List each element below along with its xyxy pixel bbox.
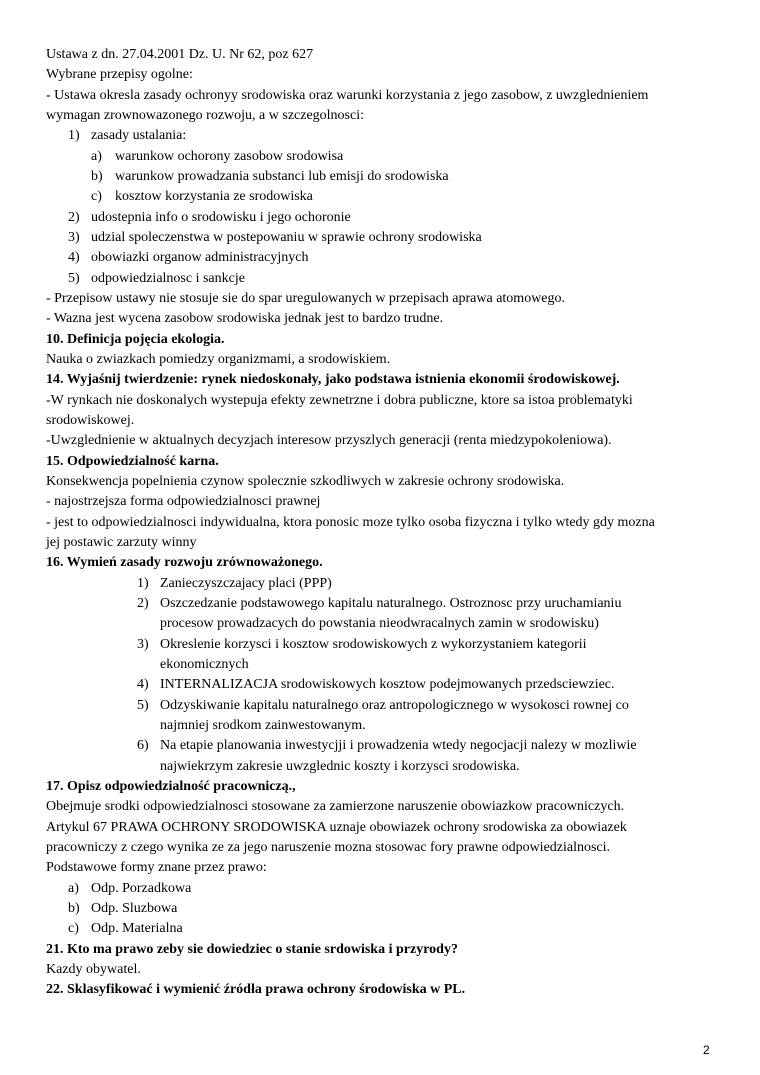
list-marker: 3) xyxy=(137,637,149,652)
list-marker: c) xyxy=(68,921,79,936)
list-marker: 5) xyxy=(137,698,149,713)
list-item: Okreslenie korzysci i kosztow srodowiskowych z wykorzystaniem kategorii xyxy=(160,637,587,652)
list-item: udostepnia info o srodowisku i jego ochoronie xyxy=(91,210,351,225)
list-marker: b) xyxy=(91,169,103,184)
list-item: warunkow ochorony zasobow srodowisa xyxy=(115,149,344,164)
answer-line: jej postawic zarzuty winny xyxy=(46,535,197,550)
list-item: Na etapie planowania inwestycjji i prowadzenia wtedy negocjacji nalezy w mozliwie xyxy=(160,738,637,753)
list-item: Odp. Materialna xyxy=(91,921,183,936)
answer-line: -Uwzglednienie w aktualnych decyzjach interesow przyszlych generacji (renta miedzypokoleniowa). xyxy=(46,433,612,448)
list-item-continuation: najwiekrzym zakresie uwzglednic koszty i korzysci srodowiska. xyxy=(160,759,520,774)
answer-line: - jest to odpowiedzialnosci indywidualna, ktora ponosic moze tylko osoba fizyczna i tylko wtedy gdy mozna xyxy=(46,515,655,530)
answer-line: Obejmuje srodki odpowiedzialnosci stosowane za zamierzone naruszenie obowiazkow pracowniczych. xyxy=(46,799,625,814)
list-item: Oszczedzanie podstawowego kapitalu naturalnego. Ostroznosc przy uruchamianiu xyxy=(160,596,622,611)
list-item: kosztow korzystania ze srodowiska xyxy=(115,189,313,204)
question-heading: 16. Wymień zasady rozwoju zrównoważonego. xyxy=(46,555,323,570)
list-item: udzial spoleczenstwa w postepowaniu w sprawie ochrony srodowiska xyxy=(91,230,482,245)
list-item: INTERNALIZACJA srodowiskowych kosztow podejmowanych przedsciewziec. xyxy=(160,677,615,692)
list-marker: a) xyxy=(91,149,102,164)
list-item: Odp. Porzadkowa xyxy=(91,881,192,896)
list-marker: 4) xyxy=(68,250,80,265)
answer-line: srodowiskowej. xyxy=(46,413,135,428)
answer-line: Konsekwencja popelnienia czynow spolecznie szkodliwych w zakresie ochrony srodowiska. xyxy=(46,474,565,489)
list-marker: c) xyxy=(91,189,102,204)
list-marker: 4) xyxy=(137,677,149,692)
list-item: zasady ustalania: xyxy=(91,128,187,143)
answer-line: Podstawowe formy znane przez prawo: xyxy=(46,860,267,875)
list-marker: 3) xyxy=(68,230,80,245)
list-marker: 1) xyxy=(137,576,149,591)
list-item-continuation: ekonomicznych xyxy=(160,657,249,672)
question-heading: 15. Odpowiedzialność karna. xyxy=(46,454,219,469)
list-item: obowiazki organow administracyjnych xyxy=(91,250,309,265)
answer-line: Artykul 67 PRAWA OCHRONY SRODOWISKA uznaje obowiazek ochrony srodowiska za obowiazek xyxy=(46,820,627,835)
answer-line: - najostrzejsza forma odpowiedzialnosci prawnej xyxy=(46,494,321,509)
list-item: Odzyskiwanie kapitalu naturalnego oraz antropologicznego w wysokosci rownej co xyxy=(160,698,629,713)
list-marker: a) xyxy=(68,881,79,896)
list-item: Odp. Sluzbowa xyxy=(91,901,178,916)
question-heading: 21. Kto ma prawo zeby sie dowiedziec o stanie srdowiska i przyrody? xyxy=(46,942,458,957)
list-marker: 2) xyxy=(68,210,80,225)
note-line: - Przepisow ustawy nie stosuje sie do spar uregulowanych w przepisach aprawa atomowego. xyxy=(46,291,566,306)
note-line: - Wazna jest wycena zasobow srodowiska jednak jest to bardzo trudne. xyxy=(46,311,444,326)
paragraph-line: wymagan zrownowazonego rozwoju, a w szczegolnosci: xyxy=(46,108,365,123)
answer-line: Nauka o zwiazkach pomiedzy organizmami, a srodowiskiem. xyxy=(46,352,391,367)
law-citation: Ustawa z dn. 27.04.2001 Dz. U. Nr 62, poz 627 xyxy=(46,47,314,62)
question-heading: 22. Sklasyfikować i wymienić źródła prawa ochrony środowiska w PL. xyxy=(46,982,466,997)
list-marker: 2) xyxy=(137,596,149,611)
list-item: warunkow prowadzania substanci lub emisji do srodowiska xyxy=(115,169,449,184)
question-heading: 17. Opisz odpowiedzialność pracowniczą., xyxy=(46,779,296,794)
list-marker: 5) xyxy=(68,271,80,286)
question-heading: 14. Wyjaśnij twierdzenie: rynek niedoskonały, jako podstawa istnienia ekonomii środowiskowej. xyxy=(46,372,620,387)
list-item: odpowiedzialnosc i sankcje xyxy=(91,271,245,286)
list-item-continuation: procesow prowadzacych do powstania nieodwracalnych zamin w srodowisku) xyxy=(160,616,599,631)
question-heading: 10. Definicja pojęcia ekologia. xyxy=(46,332,225,347)
page-number: 2 xyxy=(703,1043,710,1057)
list-item-continuation: najmniej srodkom zainwestowanym. xyxy=(160,718,366,733)
list-marker: 6) xyxy=(137,738,149,753)
answer-line: pracowniczy z czego wynika ze za jego naruszenie mozna stosowac fory prawne odpowiedzialnosci. xyxy=(46,840,611,855)
answer-line: Kazdy obywatel. xyxy=(46,962,141,977)
paragraph-line: - Ustawa okresla zasady ochronyy srodowiska oraz warunki korzystania z jego zasobow, z uwzglednieniem xyxy=(46,88,649,103)
intro-line: Wybrane przepisy ogolne: xyxy=(46,67,193,82)
list-item: Zanieczyszczajacy placi (PPP) xyxy=(160,576,332,591)
answer-line: -W rynkach nie doskonalych wystepuja efekty zewnetrzne i dobra publiczne, ktore sa istoa problematyki xyxy=(46,393,633,408)
list-marker: b) xyxy=(68,901,80,916)
list-marker: 1) xyxy=(68,128,80,143)
